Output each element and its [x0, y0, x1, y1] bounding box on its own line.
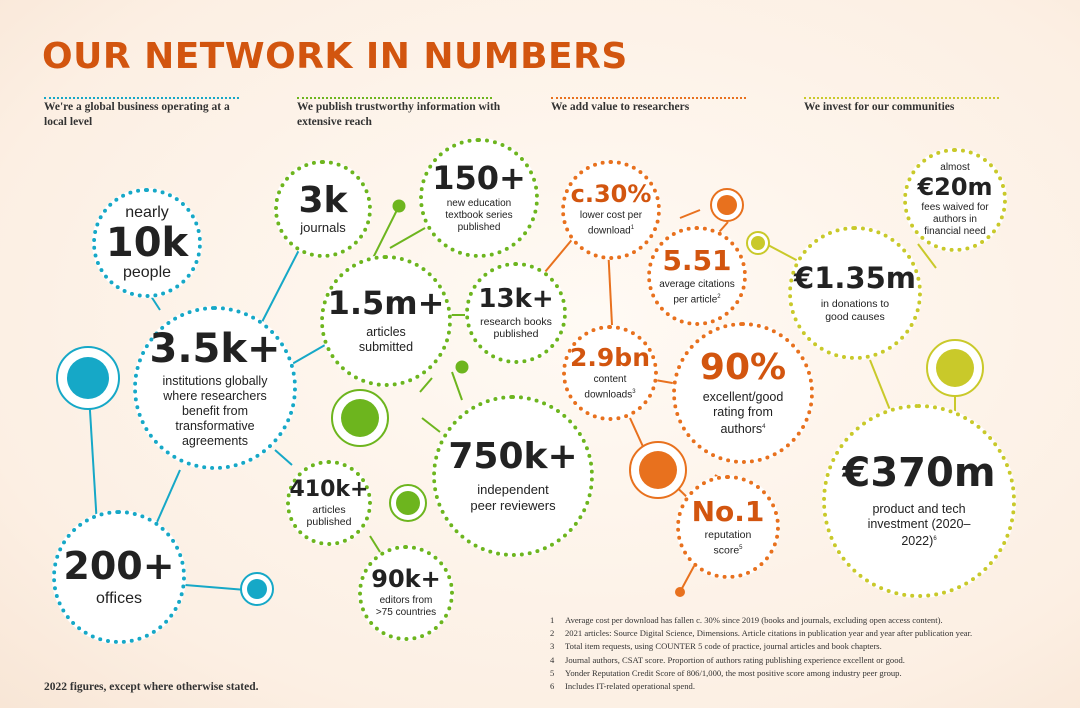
stat-peer-reviewers — [432, 395, 594, 557]
stat-offices-label: offices — [96, 589, 142, 607]
footnote-text: Journal authors, CSAT score. Proportion of authors rating publishing experience excellent or good. — [565, 654, 905, 665]
footnotes-list — [550, 614, 972, 693]
footer-note: 2022 figures, except where otherwise stated. — [44, 681, 259, 693]
stat-lower-cost-value: c.30% — [570, 180, 652, 209]
footnote-ref: 3 — [632, 388, 636, 395]
footnote-ref: 2 — [717, 293, 721, 300]
stat-downloads-value: 2.9bn — [570, 342, 650, 372]
footnote-ref: 6 — [933, 536, 937, 543]
stat-reputation — [676, 475, 780, 579]
stat-lower-cost — [561, 160, 661, 260]
column-heading-communities: We invest for our communities — [804, 101, 955, 113]
stat-fees-waived-label: fees waived for authors in financial need — [921, 202, 989, 238]
stat-rating-label — [695, 390, 791, 437]
stat-citations — [647, 226, 747, 326]
stat-rating-label-text: excellent/good rating from authors — [702, 390, 784, 437]
stat-fees-waived-value: €20m — [917, 173, 993, 202]
stat-fees-waived-prefix: almost — [940, 161, 970, 173]
stat-investment — [822, 404, 1016, 598]
stat-articles-submitted-value: 1.5m+ — [327, 284, 445, 323]
stat-articles-submitted — [320, 255, 452, 387]
footnote-number: 5 — [550, 667, 555, 678]
footnote-number: 1 — [550, 615, 555, 625]
footnote-number: 3 — [550, 641, 555, 652]
connector-line — [420, 378, 432, 392]
footnote-text: Includes IT-related operational spend. — [565, 681, 695, 692]
connector-line — [262, 248, 300, 322]
ringed-dot — [639, 451, 677, 489]
stat-institutions — [133, 306, 297, 470]
column-heading-researchers: We add value to researchers — [551, 101, 690, 113]
stat-donations-label: in donations to good causes — [820, 298, 890, 323]
page-title: OUR NETWORK IN NUMBERS — [42, 36, 628, 77]
connector-line — [768, 245, 800, 262]
ringed-dot — [717, 195, 737, 215]
connector-line — [372, 206, 399, 260]
stat-donations-value: €1.35m — [794, 260, 916, 295]
column-heading-global: We're a global business operating at a local level — [44, 101, 230, 128]
footnote-text: Average cost per download has fallen c. 30% since 2019 (books and journals, excluding open access content). — [565, 615, 943, 625]
stat-articles-published-label: articles published — [306, 504, 352, 529]
ringed-dot — [341, 399, 379, 437]
footnote-item — [550, 667, 972, 680]
stat-articles-published — [286, 460, 372, 546]
stat-reputation-value: No.1 — [691, 495, 765, 529]
stat-textbooks-label: new education textbook series published — [445, 198, 513, 234]
stat-donations — [788, 226, 922, 360]
ringed-dot — [247, 579, 267, 599]
stat-research-books-value: 13k+ — [478, 283, 554, 314]
stat-people-label: people — [122, 264, 172, 281]
stat-research-books-label: research books published — [480, 316, 552, 341]
footnote-number: 4 — [550, 654, 555, 665]
stat-research-books — [465, 262, 567, 364]
connector-line — [422, 418, 440, 432]
footnote-number: 6 — [550, 681, 555, 692]
stat-journals — [274, 160, 372, 258]
connector-line — [870, 360, 890, 410]
stat-citations-value: 5.51 — [662, 244, 732, 278]
stat-downloads-label-text: content downloads — [584, 373, 633, 401]
stat-institutions-value: 3.5k+ — [149, 325, 281, 372]
stat-editors-label: editors from >75 countries — [375, 595, 437, 619]
small-dot — [675, 587, 685, 597]
footnote-item — [550, 640, 972, 653]
stat-peer-reviewers-value: 750k+ — [448, 436, 578, 478]
connector-line — [452, 372, 462, 400]
connector-line — [185, 585, 246, 590]
stat-citations-label — [657, 279, 737, 306]
stat-textbooks-value: 150+ — [432, 158, 526, 197]
stat-rating-value: 90% — [699, 346, 787, 388]
connector-line — [680, 210, 700, 218]
stat-investment-value: €370m — [842, 450, 996, 497]
footnote-ref: 5 — [739, 544, 743, 551]
stat-citations-label-text: average citations per article — [659, 278, 735, 305]
stat-journals-value: 3k — [298, 180, 348, 222]
stat-editors — [358, 545, 454, 641]
stat-institutions-label: institutions globally where researchers benefit from transformative agreements — [162, 373, 268, 448]
connector-line — [292, 345, 325, 364]
stat-downloads-label — [580, 374, 640, 401]
footnote-text: Total item requests, using COUNTER 5 code of practice, journal articles and book chapters. — [565, 641, 882, 652]
stat-editors-value: 90k+ — [371, 564, 441, 593]
stat-offices — [52, 510, 186, 644]
connector-line — [370, 536, 380, 552]
stat-investment-label-text: product and tech investment (2020–2022) — [867, 502, 971, 549]
column-heading-publish: We publish trustworthy information with extensive reach — [297, 101, 501, 128]
ringed-dot — [396, 491, 420, 515]
footnote-text: Yonder Reputation Credit Score of 806/1,000, the most positive score among industry peer group. — [565, 667, 902, 678]
small-dot — [456, 361, 469, 374]
stat-people-prefix: nearly — [125, 204, 169, 221]
footnote-item — [550, 627, 972, 640]
stat-reputation-label-text: reputation score — [704, 529, 752, 557]
stat-downloads — [562, 325, 658, 421]
ringed-dot — [936, 349, 974, 387]
stat-people — [92, 188, 202, 298]
ringed-dot — [751, 236, 765, 250]
stat-people-value: 10k — [105, 220, 189, 266]
small-dot — [393, 200, 406, 213]
stat-investment-label — [863, 502, 975, 549]
footnote-ref: 4 — [762, 424, 766, 431]
stat-lower-cost-label — [573, 210, 649, 237]
stat-rating — [672, 322, 814, 464]
footnote-item — [550, 654, 972, 667]
footnote-item — [550, 614, 972, 627]
stat-fees-waived — [903, 148, 1007, 252]
stat-articles-submitted-label: articles submitted — [358, 324, 414, 354]
stat-journals-label: journals — [300, 219, 346, 235]
stat-reputation-label — [698, 529, 758, 557]
stat-textbooks — [419, 138, 539, 258]
connector-line — [390, 228, 425, 248]
footnote-number: 2 — [550, 628, 555, 639]
stat-peer-reviewers-label: independent peer reviewers — [470, 481, 556, 513]
ringed-dot — [67, 357, 109, 399]
footnote-text: 2021 articles: Source Digital Science, Dimensions. Article citations in publication year and year after publication year. — [565, 628, 973, 639]
stat-offices-value: 200+ — [63, 544, 175, 589]
footnote-item — [550, 680, 972, 693]
stat-lower-cost-label-text: lower cost per download — [579, 210, 643, 237]
footnote-ref: 1 — [630, 225, 635, 232]
connector-line — [275, 450, 292, 465]
stat-articles-published-value: 410k+ — [289, 476, 369, 502]
